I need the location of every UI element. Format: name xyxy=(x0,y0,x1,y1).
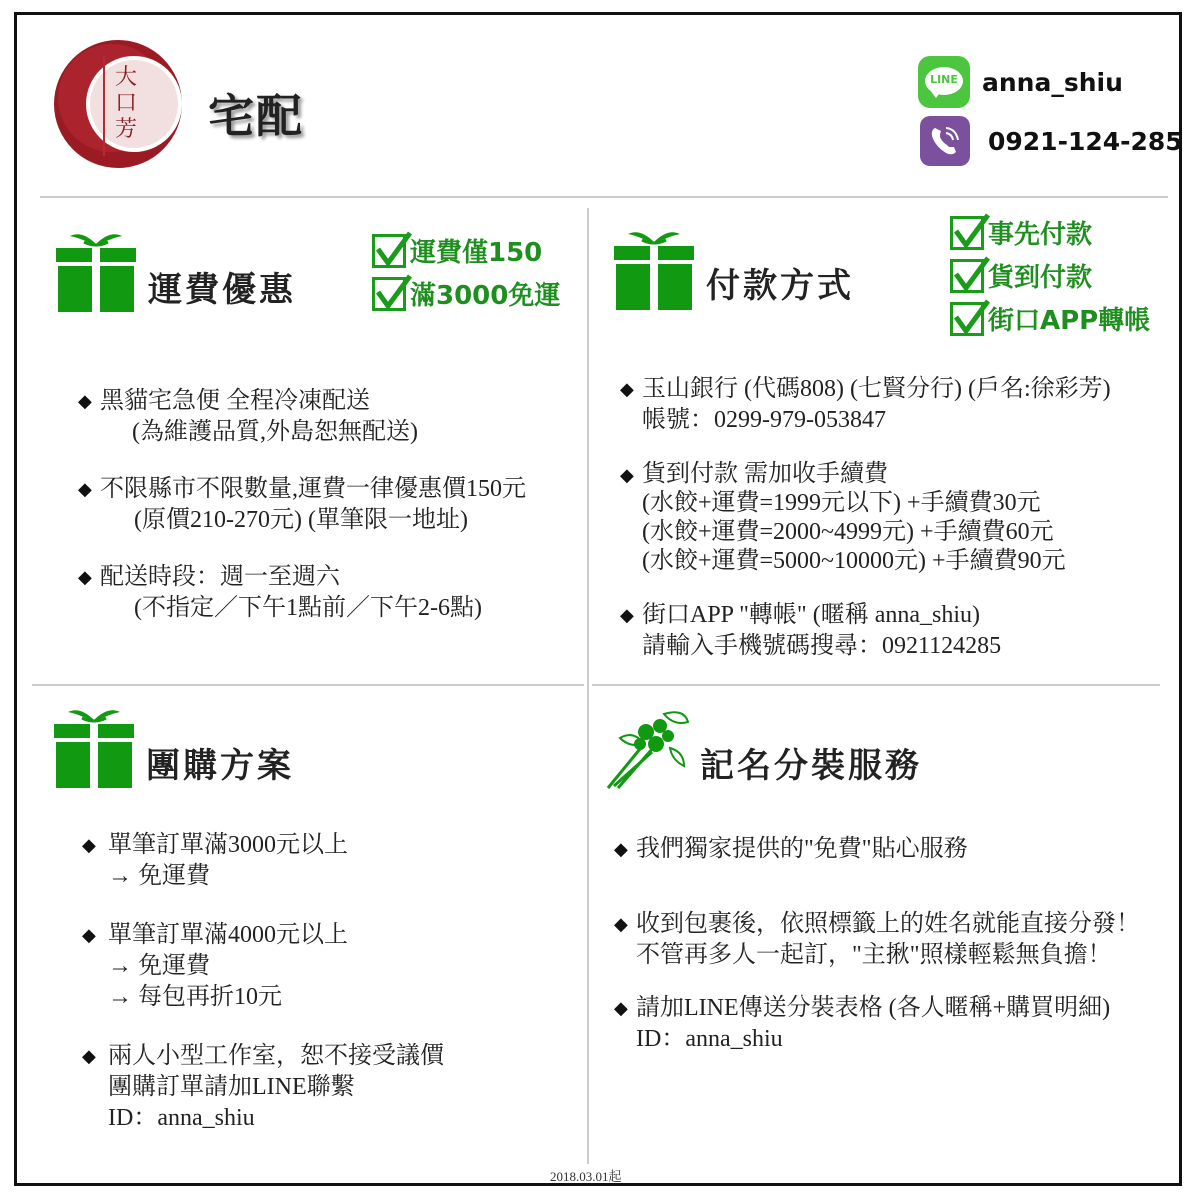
bullet-diamond-icon: ◆ xyxy=(78,567,92,587)
list-item: ◆ 不限縣市不限數量,運費一律優惠價150元 (原價210-270元) (單筆限一地址) xyxy=(78,476,526,533)
effective-date: 2018.03.01起 xyxy=(550,1169,622,1184)
list-item: ◆ 配送時段：週一至週六 (不指定／下午1點前／下午2-6點) xyxy=(78,564,482,621)
row-divider-left xyxy=(32,684,584,686)
check-item: 滿3000免運 xyxy=(372,275,560,312)
shipping-list xyxy=(78,386,526,646)
gift-box-icon xyxy=(52,704,136,795)
column-divider xyxy=(587,208,589,1164)
line-id: anna_shiu xyxy=(982,67,1123,97)
bullet-diamond-icon: ◆ xyxy=(82,925,96,945)
list-item: ◆ 貨到付款 需加收手續費 (水餃+運費=1999元以下) +手續費30元 (水餃+運費=2000~4999元) +手續費60元 (水餃+運費=5000~10000元) +手續費90元 xyxy=(620,461,1066,574)
gift-box-icon xyxy=(612,226,696,317)
payment-title: 付款方式 xyxy=(706,266,854,306)
payment-list xyxy=(620,374,1111,684)
list-item: ◆ 請加LINE傳送分裝表格 (各人暱稱+購買明細) ID：anna_shiu xyxy=(614,995,1111,1052)
shipping-title: 運費優惠 xyxy=(148,270,296,310)
list-item: ◆ 兩人小型工作室，恕不接受議價 團購訂單請加LINE聯繫 ID：anna_shiu xyxy=(82,1043,444,1131)
page-title: 宅配 xyxy=(208,91,304,142)
logo-text: 大口芳 xyxy=(114,64,137,141)
check-item: 街口APP轉帳 xyxy=(950,300,1150,337)
list-item: ◆ 我們獨家提供的"免費"貼心服務 xyxy=(614,834,1140,865)
checkmark-icon xyxy=(372,234,406,268)
bullet-diamond-icon: ◆ xyxy=(82,835,96,855)
list-item: ◆ 收到包裹後，依照標籤上的姓名就能直接分發！ 不管再多人一起訂，"主揪"照樣輕鬆無負擔！ xyxy=(614,911,1140,968)
brand-logo xyxy=(48,34,188,174)
bullet-diamond-icon: ◆ xyxy=(614,839,628,859)
bullet-diamond-icon: ◆ xyxy=(78,479,92,499)
check-item: 運費僅150 xyxy=(372,232,560,269)
phone-number: 0921-124-285 xyxy=(988,126,1183,156)
payment-checklist xyxy=(950,214,1150,343)
list-item: ◆ 街口APP "轉帳" (暱稱 anna_shiu) 請輸入手機號碼搜尋：0921124285 xyxy=(620,602,1002,659)
phone-contact xyxy=(920,116,1183,166)
group-title: 團購方案 xyxy=(146,746,294,786)
group-list xyxy=(82,830,444,1156)
shipping-checklist xyxy=(372,232,560,318)
packing-title: 記名分裝服務 xyxy=(700,746,922,786)
checkmark-icon xyxy=(950,216,984,250)
list-item: ◆ 玉山銀行 (代碼808) (七賢分行) (戶名:徐彩芳) 帳號：0299-979-053847 xyxy=(620,376,1111,433)
checkmark-icon xyxy=(950,302,984,336)
line-icon: LINE xyxy=(918,56,970,108)
bullet-diamond-icon: ◆ xyxy=(614,914,628,934)
bullet-diamond-icon: ◆ xyxy=(78,391,92,411)
check-item: 貨到付款 xyxy=(950,257,1150,294)
bullet-diamond-icon: ◆ xyxy=(614,998,628,1018)
list-item: ◆ 單筆訂單滿4000元以上 → 免運費 → 每包再折10元 xyxy=(82,922,348,1010)
row-divider-right xyxy=(592,684,1160,686)
check-item: 事先付款 xyxy=(950,214,1150,251)
bullet-diamond-icon: ◆ xyxy=(620,465,634,485)
packing-list xyxy=(614,834,1140,1077)
list-item: ◆ 黑貓宅急便 全程冷凍配送 (為維護品質,外島恕無配送) xyxy=(78,388,418,445)
checkmark-icon xyxy=(950,259,984,293)
gift-box-icon xyxy=(54,228,138,319)
bullet-diamond-icon: ◆ xyxy=(620,379,634,399)
list-item: ◆ 單筆訂單滿3000元以上 → 免運費 xyxy=(82,832,348,889)
bullet-diamond-icon: ◆ xyxy=(82,1046,96,1066)
viber-phone-icon xyxy=(920,116,970,166)
line-contact xyxy=(918,56,1123,108)
bullet-diamond-icon: ◆ xyxy=(620,605,634,625)
header-divider xyxy=(40,196,1168,198)
flower-bouquet-icon xyxy=(604,704,690,795)
checkmark-icon xyxy=(372,277,406,311)
